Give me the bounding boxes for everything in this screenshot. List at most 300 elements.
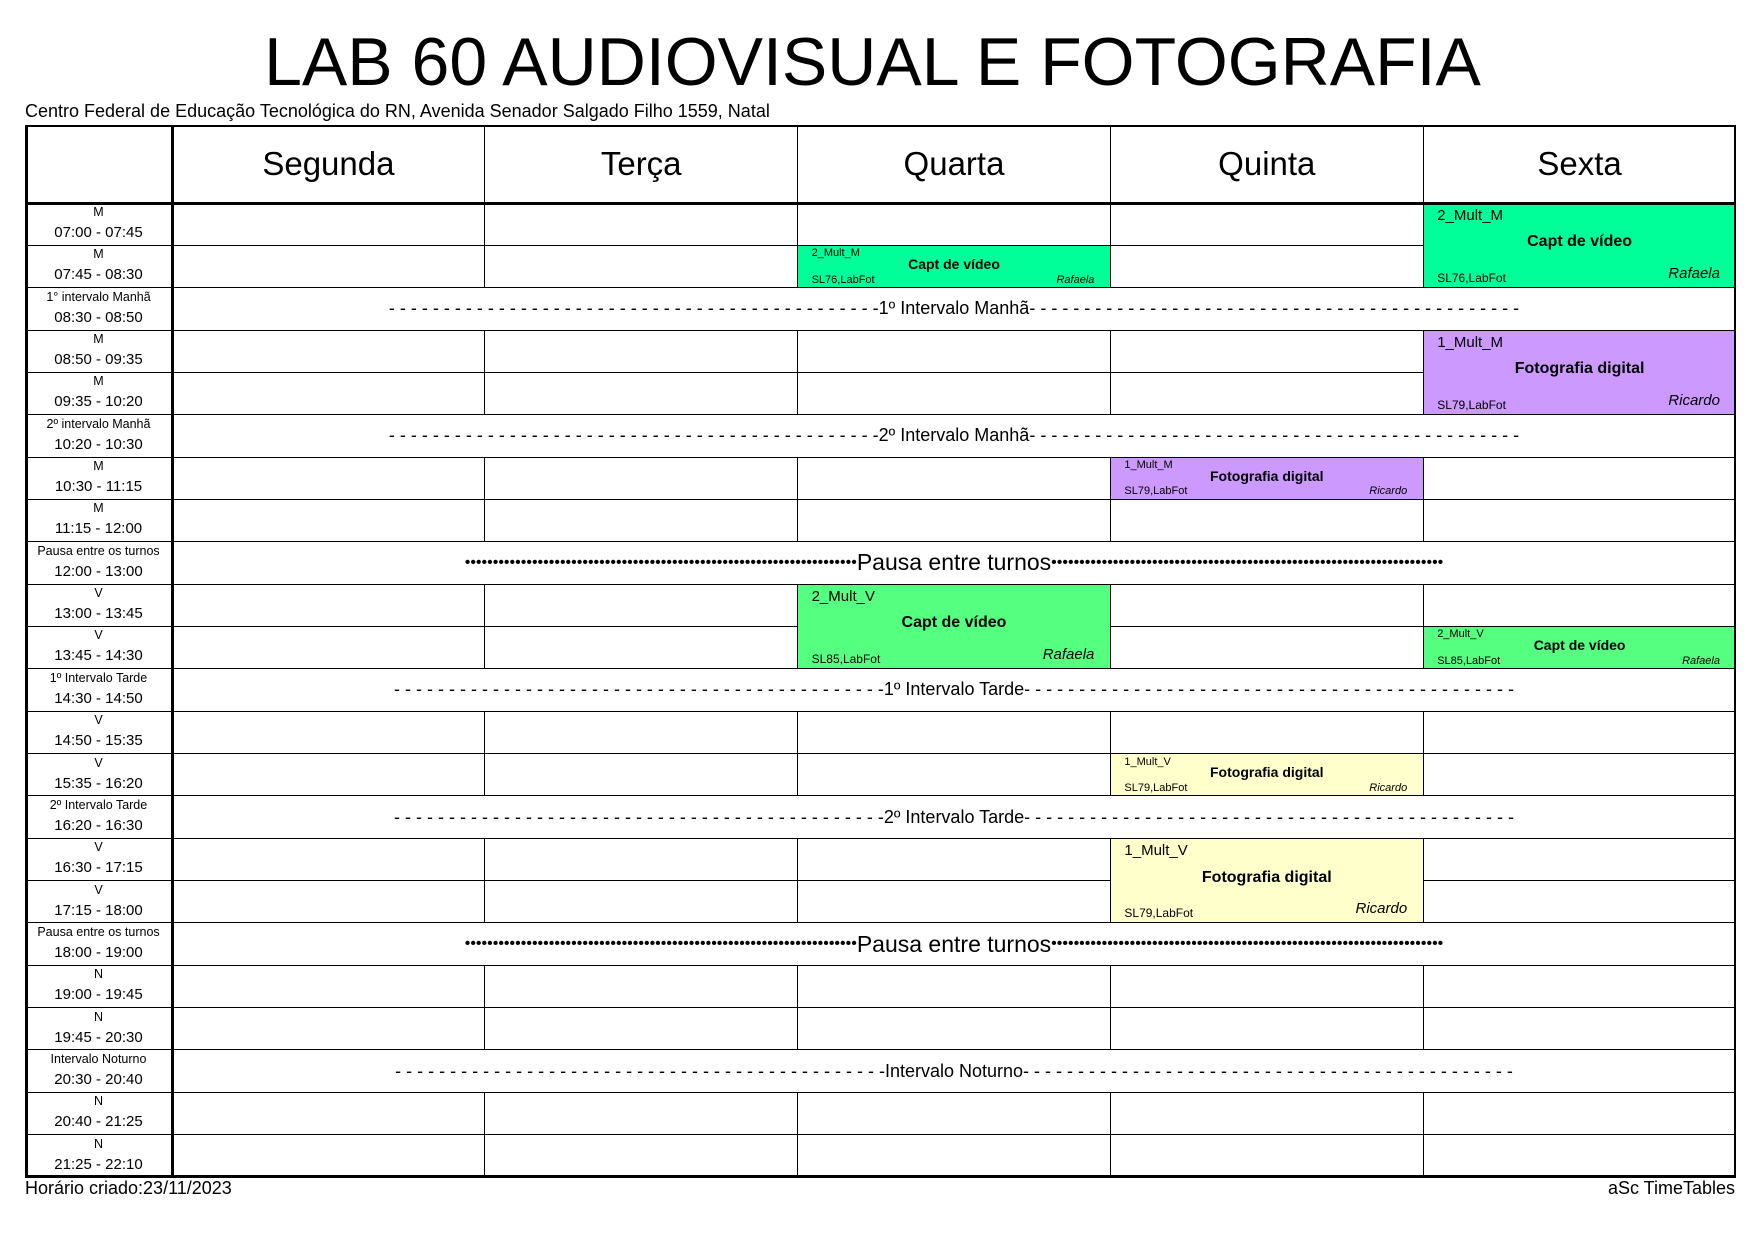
period-time-cell bbox=[25, 669, 172, 711]
lesson-class: 1_Mult_M bbox=[1124, 459, 1173, 472]
grid-line bbox=[1110, 626, 1111, 668]
period-time-cell bbox=[25, 1050, 172, 1092]
grid-line bbox=[1423, 1049, 1736, 1050]
grid-line bbox=[172, 922, 485, 923]
lesson-class: 2_Mult_V bbox=[1437, 628, 1484, 641]
period-time: 13:00 - 13:45 bbox=[54, 605, 143, 623]
grid-line bbox=[172, 711, 485, 712]
lesson-room: SL79,LabFot bbox=[1124, 905, 1194, 920]
grid-line bbox=[25, 711, 172, 712]
period-time-cell bbox=[25, 542, 172, 584]
grid-line bbox=[172, 795, 485, 796]
grid-line bbox=[484, 1135, 485, 1177]
break-filler: - - - - - - - - - - - - - - - - - - - - - - - - - - - - - - - - - - - - - - - - - - - - - bbox=[1029, 425, 1520, 446]
period-time: 07:00 - 07:45 bbox=[54, 224, 143, 241]
lesson-teacher: Ricardo bbox=[1369, 485, 1408, 498]
grid-line bbox=[1423, 838, 1424, 880]
lesson-class: 1_Mult_V bbox=[1124, 842, 1188, 860]
period-time: 09:35 - 10:20 bbox=[54, 393, 143, 411]
break-row bbox=[172, 288, 1736, 330]
grid-line bbox=[1423, 245, 1424, 287]
shift-pause-row bbox=[172, 542, 1736, 584]
break-filler: •••••••••••••••••••••••••••••••••••••••••••••••••••••••••••••••••••••• bbox=[464, 553, 857, 571]
grid-line bbox=[797, 330, 798, 372]
grid-line bbox=[1423, 584, 1736, 585]
grid-line bbox=[485, 838, 798, 839]
grid-line bbox=[1423, 1135, 1424, 1177]
break-filler: - - - - - - - - - - - - - - - - - - - - - - - - - - - - - - - - - - - - - - - - - - - - - bbox=[394, 679, 884, 700]
grid-line bbox=[797, 1092, 798, 1134]
period-time-cell bbox=[25, 415, 172, 457]
grid-line bbox=[484, 711, 485, 753]
grid-line bbox=[1110, 330, 1423, 331]
break-filler: - - - - - - - - - - - - - - - - - - - - - - - - - - - - - - - - - - - - - - - - - - - - - bbox=[1029, 298, 1520, 319]
grid-line bbox=[1110, 711, 1111, 753]
break-filler: - - - - - - - - - - - - - - - - - - - - - - - - - - - - - - - - - - - - - - - - - - - - - bbox=[394, 806, 884, 827]
lesson-class: 1_Mult_V bbox=[1124, 755, 1171, 768]
grid-line bbox=[1423, 457, 1736, 458]
period-type: 2º intervalo Manhã bbox=[46, 416, 151, 431]
grid-line bbox=[1110, 1049, 1423, 1050]
lesson-subject: Fotografia digital bbox=[1514, 360, 1645, 378]
grid-line bbox=[1423, 414, 1736, 415]
grid-line bbox=[797, 125, 798, 203]
grid-line bbox=[25, 202, 1736, 205]
grid-line bbox=[485, 668, 798, 669]
period-type: Intervalo Noturno bbox=[50, 1051, 147, 1066]
break-label: Intervalo Noturno bbox=[884, 1060, 1024, 1081]
lesson-teacher: Rafaela bbox=[1682, 654, 1720, 667]
timetable-grid bbox=[25, 125, 1736, 1177]
grid-line bbox=[485, 499, 798, 500]
grid-line bbox=[797, 372, 798, 414]
grid-line bbox=[798, 245, 1111, 246]
grid-line bbox=[798, 711, 1111, 712]
period-time: 16:30 - 17:15 bbox=[54, 859, 143, 877]
grid-line bbox=[484, 965, 485, 1007]
break-filler: •••••••••••••••••••••••••••••••••••••••••••••••••••••••••••••••••••••• bbox=[464, 935, 857, 953]
lesson-teacher: Rafaela bbox=[1042, 645, 1095, 663]
grid-line bbox=[172, 668, 485, 669]
day-header-4: Sexta bbox=[1537, 145, 1622, 182]
grid-line bbox=[1423, 880, 1736, 881]
lesson-card[interactable] bbox=[1423, 203, 1736, 288]
period-time-cell bbox=[25, 626, 172, 668]
grid-line bbox=[485, 584, 798, 585]
period-time: 18:00 - 19:00 bbox=[54, 943, 143, 961]
lesson-card[interactable] bbox=[1423, 626, 1736, 668]
grid-line bbox=[798, 838, 1111, 839]
grid-line bbox=[1110, 372, 1423, 373]
grid-line bbox=[1423, 711, 1424, 753]
period-type: V bbox=[94, 713, 103, 728]
grid-line bbox=[798, 753, 1111, 754]
grid-line bbox=[25, 1175, 1736, 1178]
grid-line bbox=[1110, 330, 1111, 372]
grid-line bbox=[798, 541, 1111, 542]
grid-line bbox=[798, 795, 1111, 796]
grid-line bbox=[485, 541, 798, 542]
period-time-cell bbox=[25, 330, 172, 372]
grid-line bbox=[797, 203, 798, 245]
grid-line bbox=[797, 838, 798, 880]
period-time-cell bbox=[25, 711, 172, 753]
break-label: 2º Intervalo Tarde bbox=[883, 806, 1025, 827]
grid-line bbox=[484, 203, 485, 245]
grid-line bbox=[798, 965, 1111, 966]
grid-line bbox=[1110, 1135, 1111, 1177]
grid-line bbox=[797, 965, 798, 1007]
grid-line bbox=[25, 1007, 172, 1008]
period-time: 07:45 - 08:30 bbox=[54, 266, 143, 284]
grid-line bbox=[172, 880, 485, 881]
period-type: M bbox=[93, 332, 104, 347]
period-type: M bbox=[93, 247, 104, 262]
grid-line bbox=[484, 330, 485, 372]
lesson-card[interactable] bbox=[1423, 330, 1736, 415]
lesson-teacher: Rafaela bbox=[1668, 264, 1720, 282]
period-time: 14:30 - 14:50 bbox=[54, 689, 143, 707]
grid-line bbox=[1423, 457, 1424, 499]
lesson-room: SL79,LabFot bbox=[1437, 397, 1506, 412]
grid-line bbox=[1110, 626, 1423, 627]
grid-line bbox=[25, 245, 172, 246]
period-time-cell bbox=[25, 923, 172, 965]
grid-line bbox=[25, 125, 1736, 127]
grid-line bbox=[1110, 881, 1111, 923]
lesson-subject: Fotografia digital bbox=[1201, 868, 1332, 886]
grid-line bbox=[484, 372, 485, 414]
grid-line bbox=[1110, 965, 1111, 1007]
grid-line bbox=[1423, 922, 1736, 923]
day-header-2: Quarta bbox=[903, 145, 1005, 182]
lesson-subject: Capt de vídeo bbox=[1527, 233, 1633, 251]
grid-line bbox=[484, 245, 485, 287]
period-time-cell bbox=[25, 457, 172, 499]
grid-line bbox=[1423, 499, 1736, 500]
lesson-room: SL85,LabFot bbox=[811, 651, 881, 666]
grid-line bbox=[25, 965, 172, 966]
grid-line bbox=[484, 584, 485, 626]
period-time: 20:30 - 20:40 bbox=[54, 1070, 143, 1088]
grid-line bbox=[798, 372, 1111, 373]
lesson-teacher: Rafaela bbox=[1056, 273, 1095, 286]
grid-line bbox=[1423, 1007, 1736, 1008]
grid-line bbox=[1110, 584, 1111, 626]
period-time-cell bbox=[25, 372, 172, 414]
break-filler: - - - - - - - - - - - - - - - - - - - - - - - - - - - - - - - - - - - - - - - - - - - - - bbox=[1023, 1060, 1513, 1081]
grid-line bbox=[797, 711, 798, 753]
grid-line bbox=[1423, 626, 1736, 627]
grid-line bbox=[25, 753, 172, 754]
grid-line bbox=[172, 838, 485, 839]
period-type: V bbox=[94, 586, 103, 601]
grid-line bbox=[1423, 541, 1736, 542]
grid-line bbox=[171, 125, 174, 1177]
grid-line bbox=[485, 965, 798, 966]
page-title: LAB 60 AUDIOVISUAL E FOTOGRAFIA bbox=[264, 24, 1481, 100]
grid-line bbox=[485, 753, 798, 754]
grid-line bbox=[25, 499, 172, 500]
grid-line bbox=[1110, 1007, 1423, 1008]
grid-line bbox=[798, 880, 1111, 881]
grid-line bbox=[1423, 754, 1424, 796]
lesson-card[interactable] bbox=[1110, 838, 1423, 923]
lesson-card[interactable] bbox=[798, 584, 1111, 669]
grid-line bbox=[484, 838, 485, 880]
break-label: Pausa entre turnos bbox=[856, 549, 1052, 576]
grid-line bbox=[1110, 965, 1423, 966]
grid-line bbox=[798, 1049, 1111, 1050]
grid-line bbox=[798, 457, 1111, 458]
grid-line bbox=[25, 1092, 172, 1093]
grid-line bbox=[172, 584, 485, 585]
grid-line bbox=[484, 754, 485, 796]
period-type: M bbox=[93, 374, 104, 389]
period-time: 19:45 - 20:30 bbox=[54, 1028, 143, 1046]
lesson-room: SL76,LabFot bbox=[1437, 270, 1506, 285]
period-time-cell bbox=[25, 245, 172, 287]
grid-line bbox=[1110, 795, 1423, 796]
grid-line bbox=[25, 287, 172, 288]
grid-line bbox=[1423, 1008, 1424, 1050]
grid-line bbox=[25, 125, 28, 1177]
grid-line bbox=[1423, 668, 1736, 669]
period-time-cell bbox=[25, 796, 172, 838]
grid-line bbox=[484, 125, 485, 203]
grid-line bbox=[1110, 1092, 1423, 1093]
grid-line bbox=[1423, 499, 1424, 541]
grid-line bbox=[798, 330, 1111, 331]
grid-line bbox=[485, 245, 798, 246]
period-type: 1° intervalo Manhã bbox=[46, 289, 151, 304]
period-time: 10:30 - 11:15 bbox=[54, 478, 143, 496]
grid-line bbox=[485, 287, 798, 288]
grid-line bbox=[172, 753, 485, 754]
lesson-teacher: Ricardo bbox=[1355, 899, 1408, 917]
period-type: V bbox=[94, 840, 103, 855]
day-header-3: Quinta bbox=[1218, 145, 1316, 182]
lesson-subject: Fotografia digital bbox=[1210, 467, 1324, 484]
grid-line bbox=[172, 541, 485, 542]
grid-line bbox=[798, 1007, 1111, 1008]
grid-line bbox=[1423, 965, 1736, 966]
grid-line bbox=[797, 1135, 798, 1177]
grid-line bbox=[25, 584, 172, 585]
period-type: N bbox=[93, 1009, 104, 1024]
grid-line bbox=[797, 626, 798, 668]
grid-line bbox=[172, 287, 485, 288]
break-label: 1º Intervalo Manhã bbox=[878, 298, 1030, 319]
grid-line bbox=[172, 1049, 485, 1050]
grid-line bbox=[798, 922, 1111, 923]
grid-line bbox=[25, 330, 172, 331]
grid-line bbox=[797, 245, 798, 287]
grid-line bbox=[1110, 457, 1111, 499]
grid-line bbox=[1423, 125, 1424, 203]
lesson-subject: Fotografia digital bbox=[1210, 764, 1324, 781]
grid-line bbox=[485, 330, 798, 331]
software-credit: aSc TimeTables bbox=[1607, 1178, 1735, 1198]
grid-line bbox=[1110, 668, 1423, 669]
grid-line bbox=[1423, 626, 1424, 668]
grid-line bbox=[485, 711, 798, 712]
period-time: 08:50 - 09:35 bbox=[54, 351, 143, 369]
grid-line bbox=[1423, 881, 1424, 923]
grid-line bbox=[25, 838, 172, 839]
grid-line bbox=[484, 499, 485, 541]
grid-line bbox=[1110, 1092, 1111, 1134]
break-filler: •••••••••••••••••••••••••••••••••••••••••••••••••••••••••••••••••••••• bbox=[1051, 935, 1444, 953]
period-time-cell bbox=[25, 1008, 172, 1050]
period-type: V bbox=[94, 755, 103, 770]
break-label: 2º Intervalo Manhã bbox=[878, 425, 1030, 446]
grid-line bbox=[25, 922, 172, 923]
grid-line bbox=[172, 499, 485, 500]
lesson-class: 2_Mult_V bbox=[811, 588, 875, 606]
break-filler: - - - - - - - - - - - - - - - - - - - - - - - - - - - - - - - - - - - - - - - - - - - - - bbox=[1024, 679, 1514, 700]
break-label: Pausa entre turnos bbox=[856, 930, 1052, 957]
break-row bbox=[172, 796, 1736, 838]
period-type: Pausa entre os turnos bbox=[37, 543, 160, 558]
grid-line bbox=[484, 1008, 485, 1050]
grid-line bbox=[25, 414, 172, 415]
grid-line bbox=[1110, 457, 1423, 458]
grid-line bbox=[485, 457, 798, 458]
grid-line bbox=[1423, 330, 1424, 372]
grid-line bbox=[1110, 838, 1111, 880]
grid-line bbox=[172, 414, 485, 415]
grid-line bbox=[485, 372, 798, 373]
grid-line bbox=[172, 1092, 485, 1093]
grid-line bbox=[1110, 584, 1423, 585]
period-time-cell bbox=[25, 965, 172, 1007]
break-label: 1º Intervalo Tarde bbox=[883, 679, 1025, 700]
period-time-cell bbox=[25, 1135, 172, 1177]
period-type: N bbox=[93, 1094, 104, 1109]
grid-line bbox=[485, 414, 798, 415]
break-row bbox=[172, 1050, 1736, 1092]
break-filler: - - - - - - - - - - - - - - - - - - - - - - - - - - - - - - - - - - - - - - - - - - - - - bbox=[395, 1060, 885, 1081]
grid-line bbox=[1110, 245, 1111, 287]
grid-line bbox=[1110, 372, 1111, 414]
grid-line bbox=[797, 1008, 798, 1050]
lesson-class: 2_Mult_M bbox=[1437, 207, 1504, 224]
lesson-room: SL79,LabFot bbox=[1124, 781, 1188, 794]
grid-line bbox=[172, 626, 485, 627]
lesson-card[interactable] bbox=[1110, 457, 1423, 499]
grid-line bbox=[797, 754, 798, 796]
grid-line bbox=[1110, 499, 1111, 541]
grid-line bbox=[798, 499, 1111, 500]
grid-line bbox=[1423, 795, 1736, 796]
grid-line bbox=[484, 457, 485, 499]
grid-line bbox=[484, 626, 485, 668]
period-type: M bbox=[93, 205, 104, 219]
grid-line bbox=[1423, 584, 1424, 626]
period-type: N bbox=[93, 1136, 104, 1151]
grid-line bbox=[798, 1134, 1111, 1135]
grid-line bbox=[1423, 838, 1736, 839]
period-time: 08:30 - 08:50 bbox=[54, 308, 143, 326]
period-time: 14:50 - 15:35 bbox=[54, 732, 143, 750]
grid-line bbox=[1423, 372, 1424, 414]
grid-line bbox=[1423, 1134, 1736, 1135]
grid-line bbox=[1110, 922, 1423, 923]
grid-line bbox=[1110, 1008, 1111, 1050]
grid-line bbox=[1110, 203, 1111, 245]
period-type: M bbox=[93, 501, 104, 516]
period-time-cell bbox=[25, 1092, 172, 1134]
grid-line bbox=[1423, 965, 1424, 1007]
grid-line bbox=[1423, 1092, 1736, 1093]
period-type: Pausa entre os turnos bbox=[37, 924, 160, 939]
grid-line bbox=[25, 880, 172, 881]
grid-line bbox=[797, 499, 798, 541]
grid-line bbox=[1110, 125, 1111, 203]
lesson-room: SL79,LabFot bbox=[1124, 485, 1188, 498]
break-filler: - - - - - - - - - - - - - - - - - - - - - - - - - - - - - - - - - - - - - - - - - - - - - bbox=[1024, 806, 1514, 827]
grid-line bbox=[798, 584, 1111, 585]
grid-line bbox=[485, 626, 798, 627]
period-time-cell bbox=[25, 754, 172, 796]
period-time: 10:20 - 10:30 bbox=[54, 435, 143, 453]
lesson-subject: Capt de vídeo bbox=[1533, 637, 1626, 654]
period-type: M bbox=[93, 459, 104, 474]
grid-line bbox=[1110, 245, 1423, 246]
school-address: Centro Federal de Educação Tecnológica do RN, Avenida Senador Salgado Filho 1559, Natal bbox=[25, 101, 770, 121]
grid-line bbox=[172, 965, 485, 966]
period-type: 2º Intervalo Tarde bbox=[49, 797, 148, 812]
period-time-cell bbox=[25, 584, 172, 626]
grid-line bbox=[797, 457, 798, 499]
period-time: 20:40 - 21:25 bbox=[54, 1113, 143, 1131]
period-time: 11:15 - 12:00 bbox=[54, 520, 143, 538]
break-filler: - - - - - - - - - - - - - - - - - - - - - - - - - - - - - - - - - - - - - - - - - - - - - bbox=[388, 425, 879, 446]
grid-line bbox=[1110, 499, 1423, 500]
period-time: 19:00 - 19:45 bbox=[54, 986, 143, 1004]
grid-line bbox=[1110, 1134, 1423, 1135]
lesson-card[interactable] bbox=[1110, 754, 1423, 796]
lesson-class: 2_Mult_M bbox=[811, 247, 860, 260]
lesson-room: SL85,LabFot bbox=[1437, 654, 1501, 667]
grid-line bbox=[484, 881, 485, 923]
grid-line bbox=[1423, 330, 1736, 331]
period-time: 12:00 - 13:00 bbox=[54, 562, 143, 580]
break-filler: •••••••••••••••••••••••••••••••••••••••••••••••••••••••••••••••••••••• bbox=[1051, 553, 1444, 571]
grid-line bbox=[1423, 203, 1424, 245]
lesson-subject: Capt de vídeo bbox=[901, 614, 1007, 632]
period-type: N bbox=[93, 967, 104, 982]
grid-line bbox=[25, 1134, 172, 1135]
lesson-class: 1_Mult_M bbox=[1437, 334, 1504, 352]
grid-line bbox=[1110, 287, 1423, 288]
grid-line bbox=[25, 372, 172, 373]
lesson-card[interactable] bbox=[798, 245, 1111, 287]
grid-line bbox=[485, 880, 798, 881]
grid-line bbox=[25, 626, 172, 627]
period-time: 17:15 - 18:00 bbox=[54, 901, 143, 919]
grid-line bbox=[1110, 753, 1423, 754]
period-time: 13:45 - 14:30 bbox=[54, 647, 143, 665]
grid-line bbox=[172, 245, 485, 246]
grid-line bbox=[1110, 838, 1423, 839]
break-row bbox=[172, 669, 1736, 711]
grid-line bbox=[25, 457, 172, 458]
grid-line bbox=[1423, 1092, 1424, 1134]
period-time-cell bbox=[25, 499, 172, 541]
period-time-cell bbox=[25, 288, 172, 330]
